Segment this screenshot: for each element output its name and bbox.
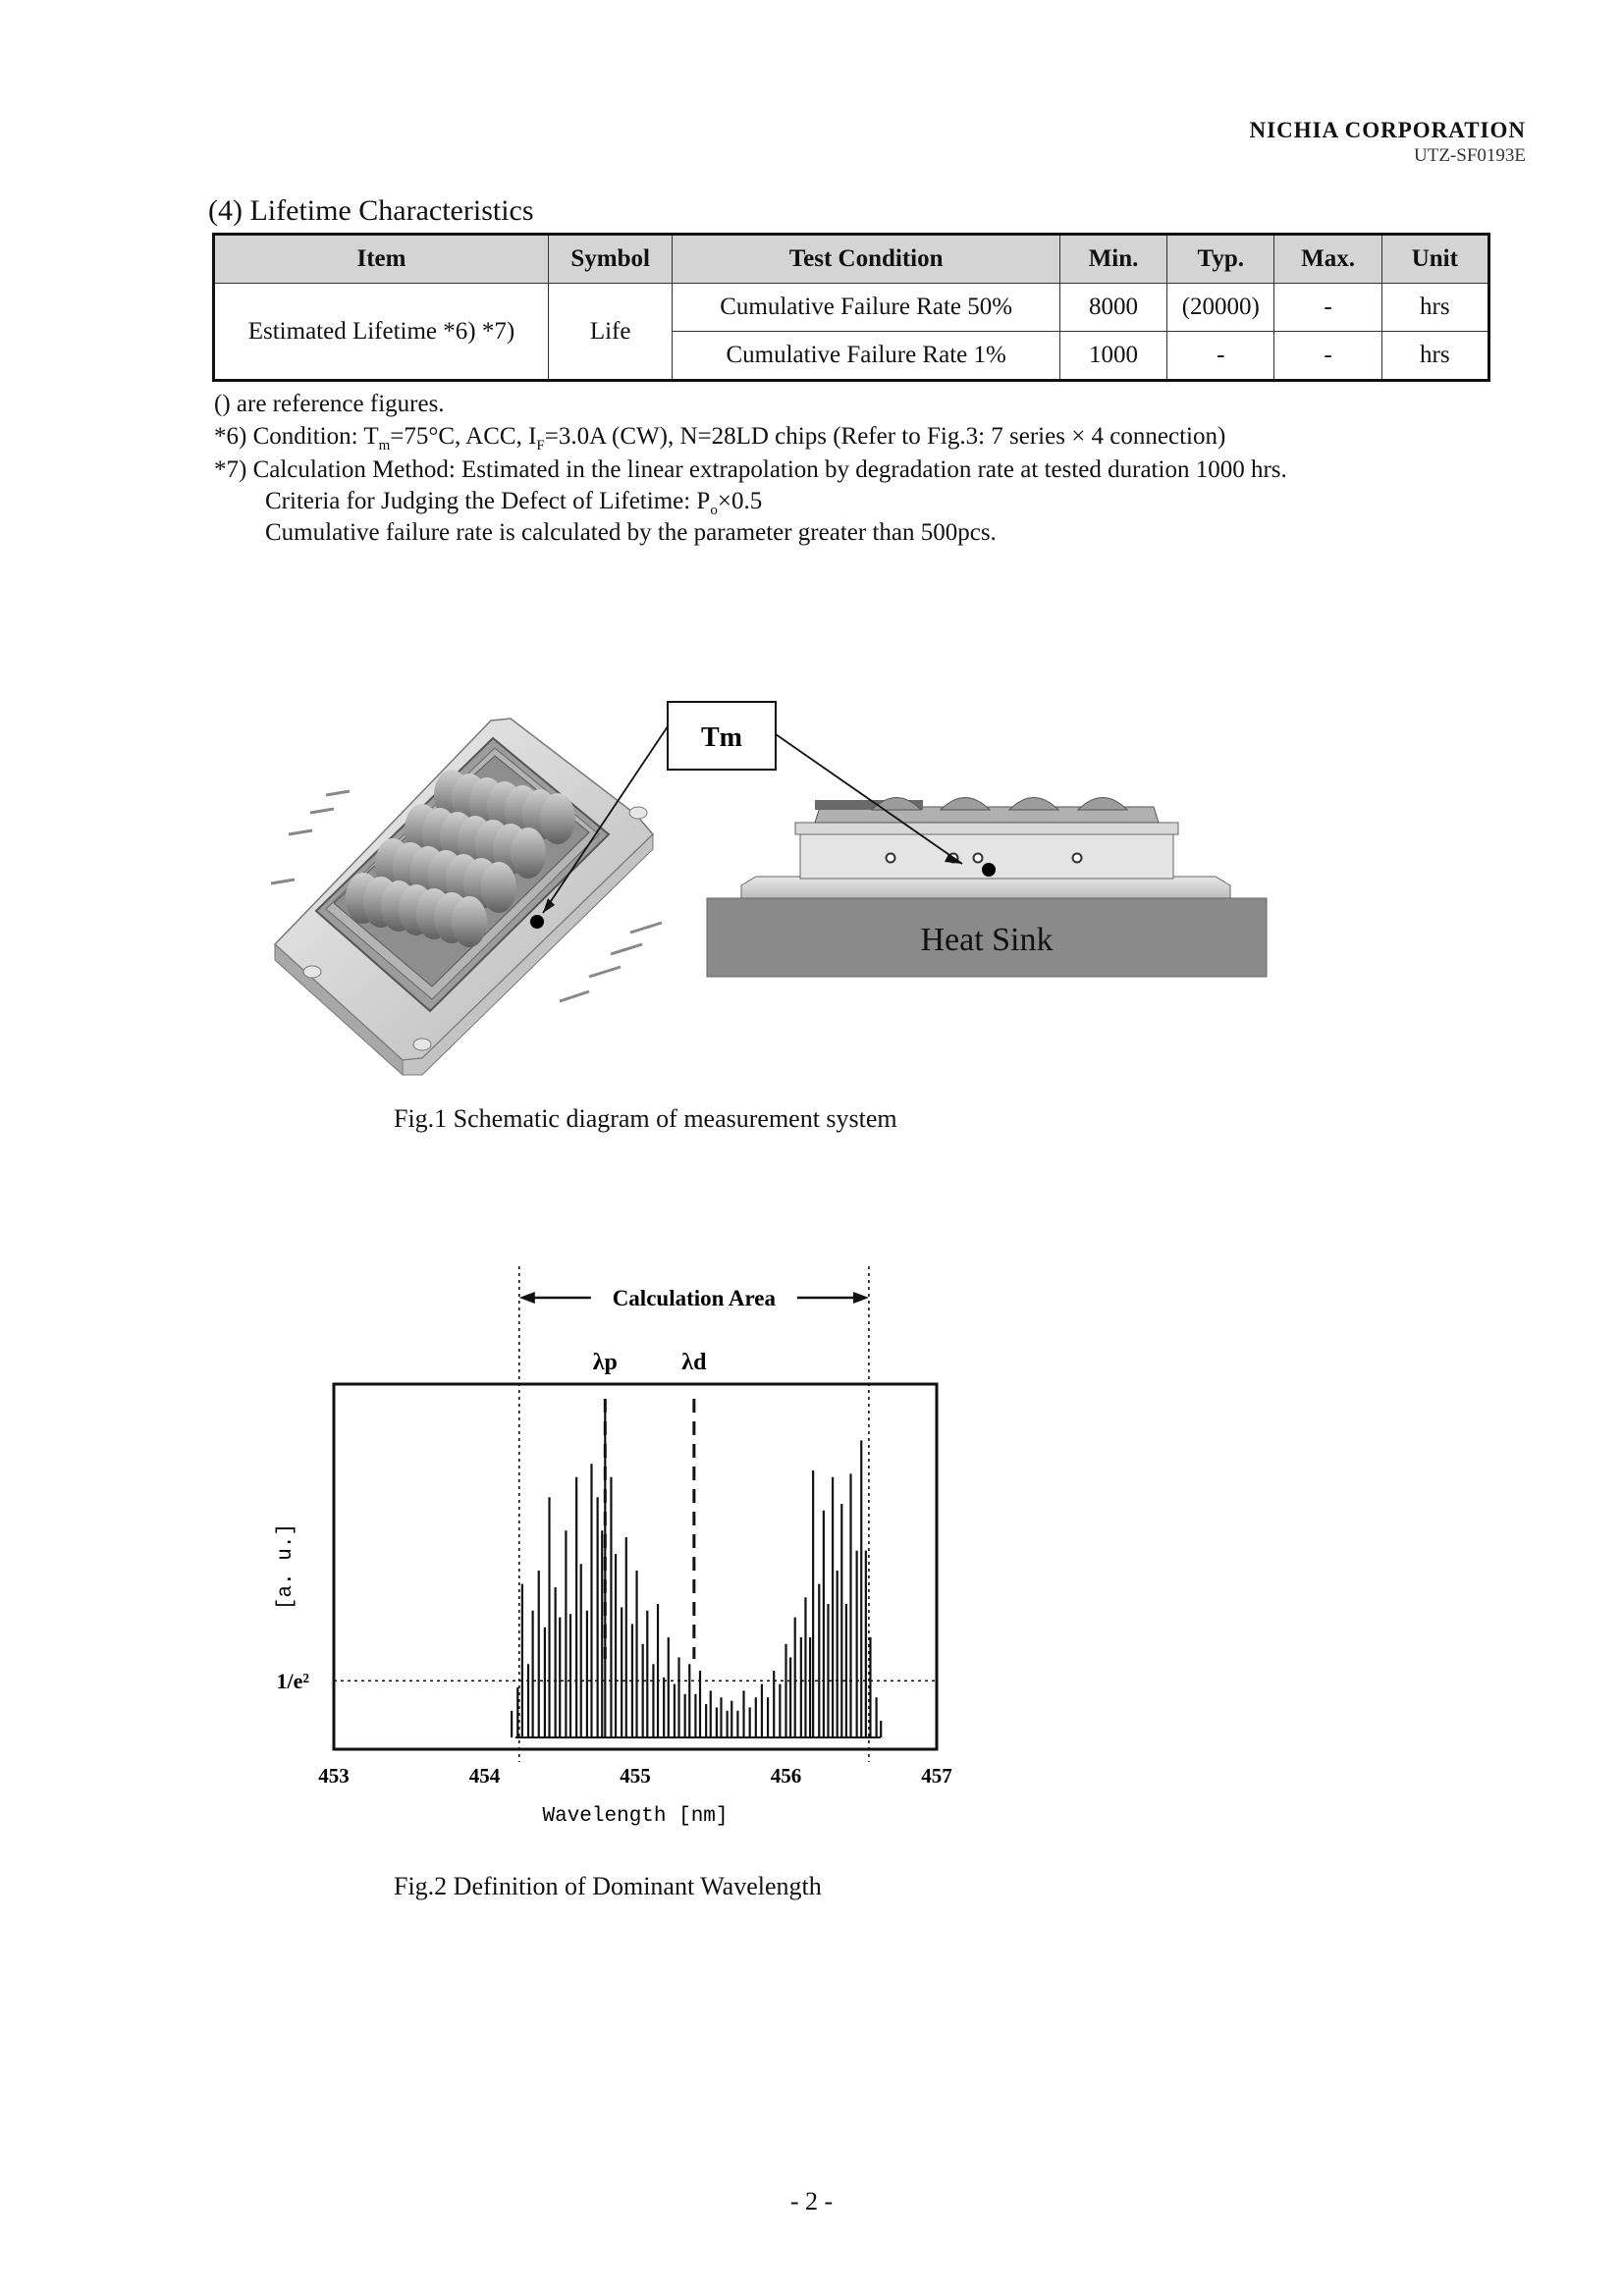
- threshold-label: 1/e²: [276, 1669, 309, 1694]
- section-title: (4) Lifetime Characteristics: [208, 194, 534, 227]
- calc-arrowhead-left: [519, 1292, 535, 1304]
- fig2-caption: Fig.2 Definition of Dominant Wavelength: [394, 1872, 822, 1900]
- note-7: *7) Calculation Method: Estimated in the linear extrapolation by degradation rate at tested duration 1000 hrs.: [214, 456, 1287, 483]
- spectrum-series: [512, 1404, 881, 1737]
- marker-label-lambda-p: λp: [592, 1350, 618, 1375]
- calc-area-label: Calculation Area: [612, 1286, 777, 1310]
- cell-condition: Cumulative Failure Rate 1%: [673, 332, 1060, 381]
- tm-label: Tm: [701, 722, 742, 753]
- y-axis-label: [a. u.]: [275, 1522, 298, 1611]
- x-axis-label: Wavelength [nm]: [542, 1805, 729, 1828]
- cell-min: 1000: [1059, 332, 1166, 381]
- tm-point-left: [530, 915, 544, 929]
- x-tick-labels: [318, 1764, 952, 1788]
- header-unit: Unit: [1381, 235, 1488, 284]
- cell-typ: (20000): [1167, 284, 1274, 332]
- ld-module-3d: [271, 719, 662, 1075]
- cell-item: Estimated Lifetime *6) *7): [214, 284, 549, 381]
- cell-condition: Cumulative Failure Rate 50%: [673, 284, 1060, 332]
- baseplate: [741, 877, 1230, 898]
- note-criteria: Criteria for Judging the Defect of Lifetime: $P_o\times 0.5$: [265, 488, 763, 518]
- header-max: Max.: [1274, 235, 1381, 284]
- x-tick-label: 456: [770, 1764, 802, 1788]
- table-row: [214, 284, 1489, 332]
- page-number: - 2 -: [789, 2187, 834, 2216]
- fig1-schematic: [265, 687, 1286, 1080]
- cell-max: -: [1274, 284, 1381, 332]
- x-tick-label: 454: [468, 1764, 501, 1788]
- heat-sink-label: Heat Sink: [920, 922, 1054, 958]
- x-tick-label: 457: [921, 1764, 952, 1788]
- document-number: UTZ-SF0193E: [1414, 145, 1526, 166]
- table-header-row: [214, 235, 1489, 284]
- note-6: *6) Condition: $T_m=75^\circ C$, ACC, $I_F=3.0A$ (CW), N=28LD chips (Refer to Fig.3: 7 series × 4 connection): [214, 423, 1226, 454]
- header-test-condition: Test Condition: [673, 235, 1060, 284]
- lifetime-table: [212, 233, 1490, 382]
- cell-max: -: [1274, 332, 1381, 381]
- cell-unit: hrs: [1381, 284, 1488, 332]
- note-cumulative: Cumulative failure rate is calculated by the parameter greater than 500pcs.: [265, 519, 997, 546]
- dominant-wavelength-chart: [255, 1256, 962, 1845]
- company-name: NICHIA CORPORATION: [1249, 118, 1526, 142]
- cell-min: 8000: [1059, 284, 1166, 332]
- cell-unit: hrs: [1381, 332, 1488, 381]
- ld-module-side: [707, 798, 1267, 978]
- header-symbol: Symbol: [548, 235, 672, 284]
- fig1-caption: Fig.1 Schematic diagram of measurement system: [394, 1104, 897, 1133]
- marker-label-lambda-d: λd: [681, 1350, 707, 1375]
- header-item: Item: [214, 235, 549, 284]
- x-tick-label: 453: [318, 1764, 350, 1788]
- markers: [593, 1350, 707, 1659]
- x-tick-label: 455: [620, 1764, 651, 1788]
- tm-point-right: [982, 863, 996, 877]
- cell-symbol: Life: [548, 284, 672, 381]
- calc-arrowhead-right: [853, 1292, 869, 1304]
- note-reference: () are reference figures.: [214, 391, 445, 417]
- cell-typ: -: [1167, 332, 1274, 381]
- header-min: Min.: [1059, 235, 1166, 284]
- header-typ: Typ.: [1167, 235, 1274, 284]
